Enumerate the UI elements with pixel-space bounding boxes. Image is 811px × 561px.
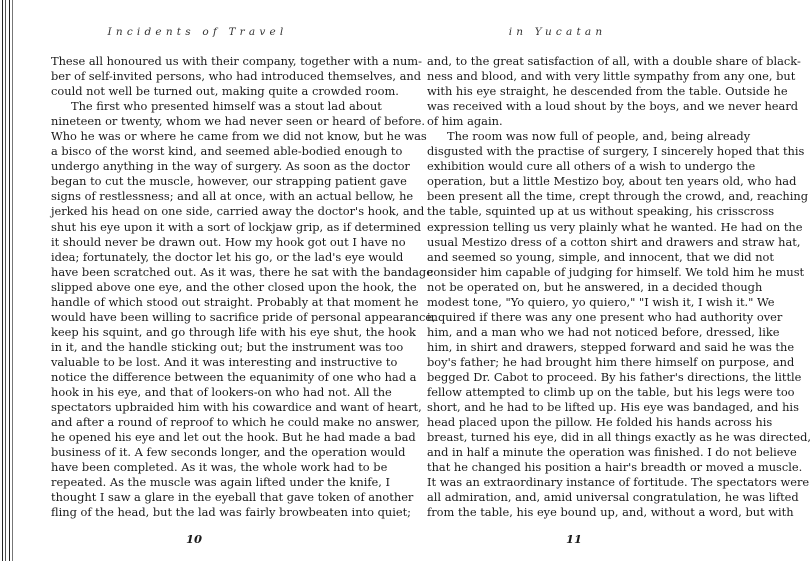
text-line: notice the difference between the equanimity of one who had a — [51, 369, 417, 384]
text-line: and after a round of reproof to which he could make no answer, — [51, 415, 420, 430]
text-line: exhibition would cure all others of a wish to undergo the — [427, 159, 756, 174]
text-line: It was an extraordinary instance of fortitude. The spectators were — [427, 475, 810, 490]
text-line: him, in shirt and drawers, stepped forward and said he was the — [427, 339, 795, 354]
running-head: in Yucatan — [508, 26, 607, 38]
text-line: head placed upon the pillow. He folded his hands across his — [427, 415, 773, 430]
text-line: hook in his eye, and that of lookers-on who had not. All the — [51, 385, 392, 400]
text-line: undergo anything in the way of surgery. As soon as the doctor — [51, 159, 410, 174]
text-line: it should never be drawn out. How my hook got out I have no — [51, 234, 406, 249]
text-line: him, and a man who we had not noticed before, dressed, like — [427, 324, 780, 339]
text-line: business of it. A few seconds longer, and the operation would — [51, 445, 406, 460]
text-line: ness and blood, and with very little sympathy from any one, but — [427, 69, 796, 84]
text-line: expression telling us very plainly what he wanted. He had on the — [427, 219, 803, 234]
text-line: usual Mestizo dress of a cotton shirt and drawers and straw hat, — [427, 234, 801, 249]
text-line: he opened his eye and let out the hook. But he had made a bad — [51, 430, 416, 445]
text-line: keep his squint, and go through life with his eye shut, the hook — [51, 324, 416, 339]
text-line: modest tone, "Yo quiero, yo quiero," "I wish it, I wish it." We — [427, 294, 775, 309]
text-line: disgusted with the practise of surgery, I sincerely hoped that this — [427, 144, 805, 159]
text-line: idea; fortunately, the doctor let his go, or the lad's eye would — [51, 249, 404, 264]
text-line: valuable to be lost. And it was interesting and instructive to — [51, 354, 398, 369]
text-line: all admiration, and, amid universal congratulation, he was lifted — [427, 490, 799, 505]
text-line: ber of self-invited persons, who had introduced themselves, and — [51, 69, 422, 84]
text-line: could not well be turned out, making quite a crowded room. — [51, 84, 399, 99]
text-line: from the table, his eye bound up, and, without a word, but with — [427, 505, 794, 520]
text-line: in it, and the handle sticking out; but the instrument was too — [51, 339, 404, 354]
text-line: the table, squinted up at us without speaking, his crisscross — [427, 204, 775, 219]
text-line: have been scratched out. As it was, there he sat with the bandage — [51, 264, 433, 279]
page-body — [51, 54, 436, 520]
text-line: of him again. — [427, 114, 503, 129]
text-line: slipped above one eye, and the other closed upon the hook, the — [51, 279, 417, 294]
text-line: fling of the head, but the lad was fairly browbeaten into quiet; — [51, 505, 412, 520]
text-line: spectators upbraided him with his cowardice and want of heart, — [51, 400, 422, 415]
text-line: signs of restlessness; and all at once, with an actual bellow, he — [51, 189, 414, 204]
text-line: began to cut the muscle, however, our strapping patient gave — [51, 174, 407, 189]
page-number: 10 — [185, 532, 202, 546]
text-line: was received with a loud shout by the boys, and we never heard — [427, 99, 799, 114]
running-head: Incidents of Travel — [107, 26, 288, 38]
text-line: shut his eye upon it with a sort of lockjaw grip, as if determined — [51, 219, 422, 234]
text-line: repeated. As the muscle was again lifted under the knife, I — [51, 475, 391, 490]
text-line: nineteen or twenty, whom we had never seen or heard of before. — [51, 114, 426, 129]
page-body — [427, 54, 811, 520]
text-line: These all honoured us with their company, together with a num- — [51, 54, 422, 68]
text-line: handle of which stood out straight. Probably at that moment he — [51, 294, 419, 309]
page-number: 11 — [565, 532, 582, 546]
text-line: inquired if there was any one present who had authority over — [427, 309, 783, 324]
text-line: breast, turned his eye, did in all things exactly as he was directed, — [427, 430, 811, 445]
text-line: with his eye straight, he descended from the table. Outside he — [427, 84, 788, 99]
text-line: The room was now full of people, and, being already — [447, 129, 751, 144]
text-line: and seemed so young, simple, and innocent, that we did not — [427, 249, 774, 264]
text-line: jerked his head on one side, carried away the doctor's hook, and — [51, 204, 425, 219]
right-page — [375, 0, 811, 561]
text-line: fellow attempted to climb up on the table, but his legs were too — [427, 385, 795, 400]
text-line: have been completed. As it was, the whole work had to be — [51, 460, 388, 475]
text-line: not be operated on, but he answered, in a decided though — [427, 279, 763, 294]
text-line: and in half a minute the operation was finished. I do not believe — [427, 445, 797, 460]
text-line: begged Dr. Cabot to proceed. By his father's directions, the little — [427, 369, 802, 384]
text-line: a bisco of the worst kind, and seemed able-bodied enough to — [51, 144, 403, 159]
text-line: operation, but a little Mestizo boy, about ten years old, who had — [427, 174, 797, 189]
text-line: been present all the time, crept through the crowd, and, reaching — [427, 189, 809, 204]
text-line: consider him capable of judging for himself. We told him he must — [427, 264, 805, 279]
text-line: and, to the great satisfaction of all, with a double share of black- — [427, 54, 801, 68]
text-line: short, and he had to be lifted up. His eye was bandaged, and his — [427, 400, 799, 415]
text-line: would have been willing to sacrifice pride of personal appearance, — [51, 309, 436, 324]
text-line: Who he was or where he came from we did not know, but he was — [51, 129, 427, 144]
text-line: The first who presented himself was a stout lad about — [71, 99, 382, 114]
text-line: boy's father; he had brought him there himself on purpose, and — [427, 354, 795, 369]
text-line: thought I saw a glare in the eyeball that gave token of another — [51, 490, 414, 505]
text-line: that he changed his position a hair's breadth or moved a muscle. — [427, 460, 803, 475]
